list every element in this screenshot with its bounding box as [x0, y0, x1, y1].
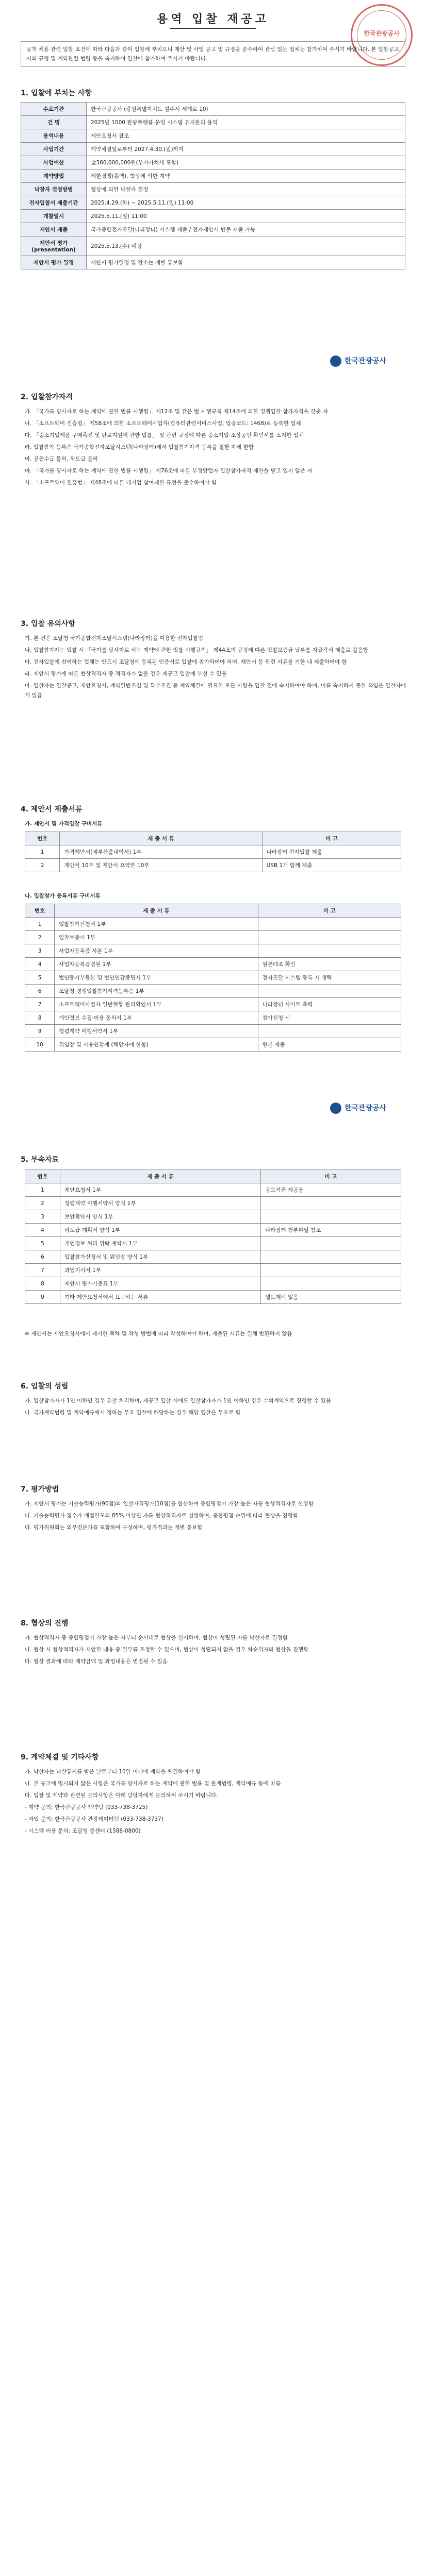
- table-row: [25, 1011, 401, 1025]
- section8-heading: 8. 협상의 진행: [21, 1619, 69, 1628]
- column-header: 제 출 서 류: [60, 1170, 260, 1183]
- table-cell: 8: [25, 1277, 60, 1291]
- table-cell: 공모기관 제공용: [261, 1183, 401, 1197]
- paragraph: - 계약 문의: 한국관광공사 계약팀 (033-738-3725): [25, 1804, 148, 1810]
- table-row: [25, 1038, 401, 1052]
- paragraph: 가. 제안서 평가는 기술능력평가(90점)와 입찰가격평가(10점)를 합산하여 종합평점이 가장 높은 자를 협상적격자로 선정함: [25, 1501, 314, 1507]
- info-value: 제한경쟁(총액), 협상에 의한 계약: [87, 170, 405, 183]
- paragraph: 나. 국가계약법령 및 계약예규에서 정하는 무효 입찰에 해당하는 경우 해당 입찰은 무효로 함: [25, 1410, 241, 1416]
- title-underline: [170, 28, 256, 29]
- table-cell: 7: [25, 1264, 60, 1277]
- paragraph: 나. 「소프트웨어 진흥법」 제58조에 의한 소프트웨어사업자(컴퓨터관련서비스사업, 업종코드: 1468)로 등록한 업체: [25, 420, 301, 427]
- table-cell: 개인정보 수집·이용 동의서 1부: [55, 1011, 258, 1025]
- section7-heading: 7. 평가방법: [21, 1485, 59, 1494]
- table-cell: 조달청 경쟁입찰참가자격등록증 1부: [55, 985, 258, 998]
- table-row: [25, 1291, 401, 1304]
- paragraph: 다. 협상 결과에 따라 계약금액 및 과업내용은 변경될 수 있음: [25, 1658, 168, 1665]
- table-cell: 입찰보증서 1부: [55, 931, 258, 944]
- table-row: [25, 845, 401, 859]
- info-row: [21, 116, 405, 129]
- info-value: 협상에 의한 낙찰자 결정: [87, 183, 405, 196]
- paragraph: 사. 「소프트웨어 진흥법」 제48조에 따른 대기업 참여제한 규정을 준수하여야 함: [25, 480, 217, 486]
- table-cell: 6: [25, 1250, 60, 1264]
- table-row: [25, 931, 401, 944]
- paragraph: 다. 「중소기업제품 구매촉진 및 판로지원에 관한 법률」 및 관련 규정에 따른 중소기업·소상공인 확인서를 소지한 업체: [25, 432, 304, 438]
- info-value: 2025.5.11.(일) 11:00: [87, 210, 405, 223]
- table-cell: [258, 918, 401, 931]
- table-cell: 제안서 10부 및 제안서 요약본 10부: [60, 859, 262, 872]
- table-cell: 10: [25, 1038, 55, 1052]
- paragraph: 가. 「국가를 당사자로 하는 계약에 관한 법률 시행령」 제12조 및 같은 법 시행규칙 제14조에 의한 경쟁입찰 참가자격을 갖춘 자: [25, 409, 328, 415]
- info-label: 용역내용: [21, 129, 87, 143]
- table-cell: [258, 985, 401, 998]
- info-value: 계약체결일로부터 2027.4.30.(월)까지: [87, 143, 405, 156]
- org-logo-2: 한국관광공사: [330, 1103, 386, 1114]
- column-header: 제 출 서 류: [55, 904, 258, 918]
- document-title: 용역 입찰 재공고: [156, 13, 270, 26]
- section9-heading: 9. 계약체결 및 기타사항: [21, 1753, 99, 1761]
- paragraph: 가. 본 건은 조달청 국가종합전자조달시스템(나라장터)을 이용한 전자입찰임: [25, 635, 203, 641]
- table-row: [25, 1224, 401, 1237]
- paragraph: - 과업 문의: 한국관광공사 관광데이터팀 (033-738-3737): [25, 1816, 163, 1822]
- section4-sub-b: 나. 입찰참가 등록서류 구비서류: [25, 893, 101, 899]
- table-cell: [261, 1210, 401, 1224]
- table-row: [25, 971, 401, 985]
- table-cell: 2: [25, 859, 60, 872]
- section3-heading: 3. 입찰 유의사항: [21, 620, 75, 628]
- bid-info-table: [21, 102, 405, 269]
- section6-heading: 6. 입찰의 성립: [21, 1382, 69, 1391]
- info-label: 건 명: [21, 116, 87, 129]
- paragraph: 나. 본 공고에 명시되지 않은 사항은 국가를 당사자로 하는 계약에 관한 법률 및 관계법령, 계약예규 등에 따름: [25, 1781, 281, 1787]
- paragraph: 라. 입찰참가 등록은 국가종합전자조달시스템(나라장터)에서 입찰참가자격 등록을 필한 자에 한함: [25, 444, 254, 450]
- table-cell: 개인정보 처리 위탁 계약서 1부: [60, 1237, 260, 1250]
- table-cell: 제안서 평가기준표 1부: [60, 1277, 260, 1291]
- table-row: [25, 859, 401, 872]
- info-value: 제안요청서 참조: [87, 129, 405, 143]
- org-logo: 한국관광공사: [330, 355, 386, 367]
- info-row: [21, 256, 405, 269]
- table-cell: 2: [25, 931, 55, 944]
- table-cell: 1: [25, 918, 55, 931]
- table-cell: [261, 1237, 401, 1250]
- table-cell: [258, 1025, 401, 1038]
- table-cell: 나라장터 첨부파일 참조: [261, 1224, 401, 1237]
- section9-body: [25, 1767, 406, 1838]
- submission-table-b: [25, 904, 401, 1052]
- info-row: [21, 183, 405, 196]
- table-cell: 가격제안서(세부산출내역서) 1부: [60, 845, 262, 859]
- section2-heading: 2. 입찰참가자격: [21, 393, 73, 401]
- org-logo-icon: [330, 1103, 341, 1114]
- section2-body: [25, 407, 406, 490]
- table-cell: [258, 944, 401, 958]
- section4-heading: 4. 제안서 제출서류: [21, 805, 83, 814]
- paragraph: 가. 입찰참가자가 1인 이하인 경우 유찰 처리하며, 재공고 입찰 시에도 입찰참가자가 1인 이하인 경우 수의계약으로 진행할 수 있음: [25, 1398, 332, 1404]
- table-cell: 제안요청서 1부: [60, 1183, 260, 1197]
- section7-body: [25, 1499, 406, 1535]
- table-cell: 소프트웨어사업자 일반현황 관리확인서 1부: [55, 998, 258, 1011]
- paragraph: 다. 입찰 및 계약과 관련된 문의사항은 아래 담당자에게 문의하여 주시기 바랍니다.: [25, 1792, 218, 1799]
- table-row: [25, 958, 401, 971]
- table-cell: [258, 931, 401, 944]
- table-cell: 9: [25, 1291, 60, 1304]
- table-cell: 9: [25, 1025, 55, 1038]
- table-row: [25, 1237, 401, 1250]
- info-row: [21, 236, 405, 256]
- table-cell: 4: [25, 1224, 60, 1237]
- paragraph: 다. 전자입찰에 참여하는 업체는 반드시 조달청에 등록된 인증서로 입찰에 참가하여야 하며, 제안서 등 관련 서류를 기한 내 제출하여야 함: [25, 659, 347, 665]
- section5-heading: 5. 부속자료: [21, 1156, 59, 1164]
- table-cell: 4: [25, 958, 55, 971]
- info-row: [21, 129, 405, 143]
- table-cell: 8: [25, 1011, 55, 1025]
- table-row: [25, 985, 401, 998]
- paragraph: 나. 협상 시 협상적격자가 제안한 내용 중 일부를 조정할 수 있으며, 협상이 성립되지 않을 경우 차순위자와 협상을 진행함: [25, 1647, 309, 1653]
- paragraph: 나. 입찰참가자는 입찰 시 「국가를 당사자로 하는 계약에 관한 법률 시행규칙」 제44조의 규정에 따른 입찰보증금 납부를 지급각서 제출로 갈음함: [25, 647, 368, 653]
- table-cell: 보안확약서 양식 1부: [60, 1210, 260, 1224]
- info-label: 낙찰자 결정방법: [21, 183, 87, 196]
- column-header: 비 고: [262, 832, 401, 845]
- info-value: 2025.5.13.(수) 예정: [87, 236, 405, 256]
- column-header: 번호: [25, 832, 60, 845]
- table-cell: 참가신청 시: [258, 1011, 401, 1025]
- info-label: 제안서 제출: [21, 223, 87, 236]
- info-value: 국가종합전자조달(나라장터) 시스템 제출 / 전자제안서 방문 제출 가능: [87, 223, 405, 236]
- table-cell: 원본대조 확인: [258, 958, 401, 971]
- info-label: 제안서 평가 (presentation): [21, 236, 87, 256]
- column-header: 비 고: [258, 904, 401, 918]
- paragraph: 라. 제안서 평가에 따른 협상적격자 중 적격자가 없을 경우 재공고 입찰에 부칠 수 있음: [25, 671, 227, 677]
- table-cell: 원본 제출: [258, 1038, 401, 1052]
- submission-table-a: [25, 832, 401, 872]
- info-label: 수요기관: [21, 103, 87, 116]
- info-row: [21, 196, 405, 210]
- table-cell: 5: [25, 971, 55, 985]
- table-cell: 나라장터 사이트 출력: [258, 998, 401, 1011]
- table-row: [25, 1025, 401, 1038]
- org-logo-icon: [330, 355, 341, 367]
- paragraph: 바. 「국가를 당사자로 하는 계약에 관한 법률 시행령」 제76조에 따른 부정당업자 입찰참가자격 제한을 받고 있지 않은 자: [25, 468, 313, 474]
- section8-body: [25, 1633, 406, 1669]
- table-cell: 5: [25, 1237, 60, 1250]
- table-cell: 입찰참가신청서 및 위임장 양식 1부: [60, 1250, 260, 1264]
- table-cell: 사업자등록증명원 1부: [55, 958, 258, 971]
- table-cell: 기타 제안요청서에서 요구하는 서류: [60, 1291, 260, 1304]
- table-cell: 사업자등록증 사본 1부: [55, 944, 258, 958]
- info-label: 계약방법: [21, 170, 87, 183]
- table-row: [25, 1197, 401, 1210]
- table-cell: 7: [25, 998, 55, 1011]
- info-row: [21, 156, 405, 170]
- paragraph: - 시스템 이용 문의: 조달청 콜센터 (1588-0800): [25, 1828, 141, 1834]
- table-cell: 나라장터 전자입찰 제출: [262, 845, 401, 859]
- table-cell: 법인등기부등본 및 법인인감증명서 1부: [55, 971, 258, 985]
- table-cell: 2: [25, 1197, 60, 1210]
- info-label: 사업기간: [21, 143, 87, 156]
- table-cell: 6: [25, 985, 55, 998]
- info-value: 2025년 1000 관광플랫폼 운영 시스템 유지관리 용역: [87, 116, 405, 129]
- section3-body: [25, 634, 406, 703]
- info-value: 한국관광공사 (강원특별자치도 원주시 세계로 10): [87, 103, 405, 116]
- table-row: [25, 1250, 401, 1264]
- attachments-table: [25, 1170, 401, 1304]
- paragraph: 가. 낙찰자는 낙찰통지를 받은 날로부터 10일 이내에 계약을 체결하여야 함: [25, 1769, 201, 1775]
- table-cell: 과업지시서 1부: [60, 1264, 260, 1277]
- table-row: [25, 1183, 401, 1197]
- table-cell: 1: [25, 1183, 60, 1197]
- table-cell: 1: [25, 845, 60, 859]
- table-cell: 청렴계약 이행서약서 1부: [55, 1025, 258, 1038]
- info-row: [21, 170, 405, 183]
- table-row: [25, 944, 401, 958]
- info-label: 사업예산: [21, 156, 87, 170]
- table-row: [25, 1210, 401, 1224]
- section4-sub-a: 가. 제안서 및 가격입찰 구비서류: [25, 821, 103, 827]
- info-label: 전자입찰서 제출기간: [21, 196, 87, 210]
- column-header: 비 고: [261, 1170, 401, 1183]
- table-cell: [261, 1250, 401, 1264]
- table-cell: 별도제시 없음: [261, 1291, 401, 1304]
- column-header: 번호: [25, 1170, 60, 1183]
- paragraph: 나. 기술능력평가 점수가 배점한도의 85% 이상인 자를 협상적격자로 선정하며, 종합평점 순위에 따라 협상을 진행함: [25, 1513, 298, 1519]
- table-cell: USB 1개 함께 제출: [262, 859, 401, 872]
- table-cell: 입찰참가신청서 1부: [55, 918, 258, 931]
- table-cell: [261, 1197, 401, 1210]
- column-header: 번호: [25, 904, 55, 918]
- table-row: [25, 998, 401, 1011]
- info-row: [21, 143, 405, 156]
- info-label: 제안서 평가 일정: [21, 256, 87, 269]
- table-cell: 전자조달 시스템 등록 시 생략: [258, 971, 401, 985]
- table-row: [25, 1277, 401, 1291]
- column-header: 제 출 서 류: [60, 832, 262, 845]
- intro-notice: 공개 채용 관련 입찰 조건에 따라 다음과 같이 입찰에 부치오니 제안 및 사업 공고 및 규정을 준수하여 관심 있는 업체는 참가하여 주시기 바랍니다. 본 입찰공고서의 규정 및 계약관련 법령 등을 숙지하여 입찰에 참가하여 주시기 바랍니다.: [21, 41, 405, 67]
- table-cell: [261, 1277, 401, 1291]
- info-row: [21, 210, 405, 223]
- section6-body: [25, 1396, 406, 1420]
- paragraph: 마. 입찰자는 입찰공고, 제안요청서, 계약일반조건 및 특수조건 등 계약체결에 필요한 모든 사항을 입찰 전에 숙지하여야 하며, 이를 숙지하지 못한 책임은 입찰자에게 있음: [25, 683, 406, 699]
- info-row: [21, 103, 405, 116]
- info-value: 金360,000,000원(부가가치세 포함): [87, 156, 405, 170]
- info-row: [21, 223, 405, 236]
- info-label: 개찰일시: [21, 210, 87, 223]
- official-stamp-top: 한국관광공사: [351, 4, 413, 66]
- paragraph: 가. 협상적격자 중 종합평점이 가장 높은 자부터 순서대로 협상을 실시하며, 협상이 성립된 자를 낙찰자로 결정함: [25, 1635, 288, 1641]
- table-cell: 위임장 및 사용인감계 (해당자에 한함): [55, 1038, 258, 1052]
- section1-heading: 1. 입찰에 부치는 사항: [21, 89, 92, 97]
- table-cell: 3: [25, 944, 55, 958]
- table-cell: 3: [25, 1210, 60, 1224]
- section5-note: ※ 제안서는 제안요청서에서 제시한 목차 및 작성 방법에 따라 작성하여야 하며, 제출된 서류는 일체 반환하지 않음: [25, 1331, 292, 1337]
- info-value: 제안서 평가일정 및 장소는 개별 통보함: [87, 256, 405, 269]
- table-row: [25, 1264, 401, 1277]
- table-cell: 하도급 계획서 양식 1부: [60, 1224, 260, 1237]
- table-cell: [261, 1264, 401, 1277]
- table-row: [25, 918, 401, 931]
- info-value: 2025.4.29.(화) ~ 2025.5.11.(일) 11:00: [87, 196, 405, 210]
- paragraph: 마. 공동수급 불허, 하도급 불허: [25, 456, 98, 462]
- paragraph: 다. 평가위원회는 외부전문가를 포함하여 구성하며, 평가결과는 개별 통보함: [25, 1524, 203, 1531]
- table-cell: 청렴계약 이행서약서 양식 1부: [60, 1197, 260, 1210]
